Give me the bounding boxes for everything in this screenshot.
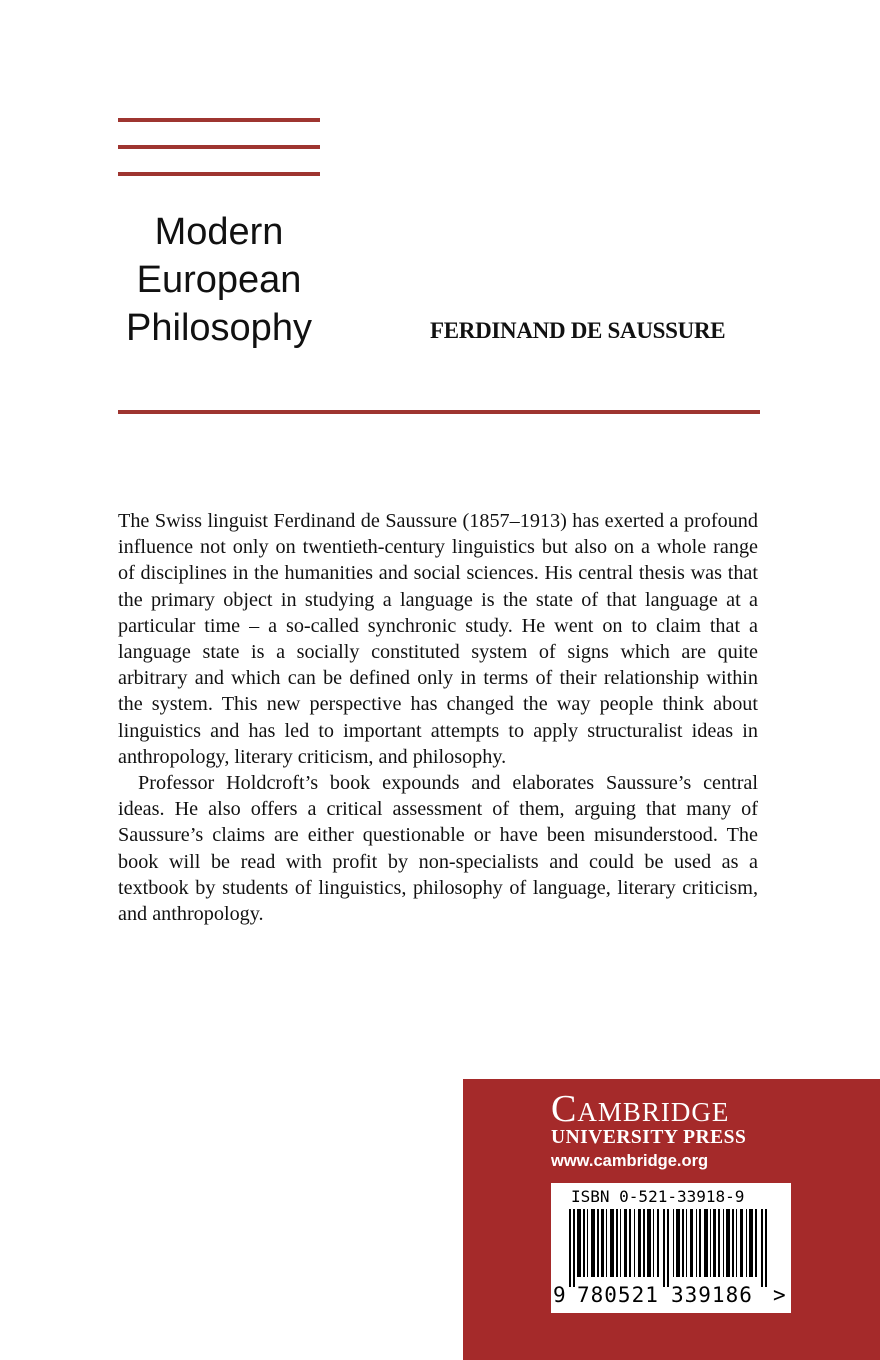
isbn-label: ISBN 0-521-33918-9 xyxy=(571,1187,745,1206)
series-title-line-2: European xyxy=(136,259,302,301)
series-title xyxy=(118,208,320,352)
description-paragraph-2: Professor Holdcroft’s book expounds and elaborates Saussure’s central ideas. He also offers a critical assessment of them, arguing that many of Saussure’s claims are either questionable or have been misunderstood. The book will be read with profit by non-specialists and could be used as a textbook by students of linguistics, philosophy of language, literary criticism, and anthropology. xyxy=(118,772,758,926)
book-description xyxy=(118,508,758,927)
barcode-bars xyxy=(551,1209,791,1287)
publisher-subtitle: UNIVERSITY PRESS xyxy=(551,1127,747,1148)
barcode-right-group: 339186 xyxy=(671,1283,753,1307)
publisher-block xyxy=(463,1079,880,1360)
barcode-left-group: 780521 xyxy=(577,1283,659,1307)
decorative-rule-middle xyxy=(118,145,320,149)
barcode-end-mark: > xyxy=(773,1283,786,1307)
section-divider-rule xyxy=(118,410,760,414)
publisher-name: Cambridge xyxy=(551,1088,730,1130)
barcode-first-digit: 9 xyxy=(553,1283,566,1307)
barcode xyxy=(551,1183,791,1313)
series-title-line-3: Philosophy xyxy=(126,307,312,349)
author-name: FERDINAND DE SAUSSURE xyxy=(430,318,726,343)
decorative-rule-lower xyxy=(118,172,320,176)
decorative-rule-top xyxy=(118,118,320,122)
series-title-line-1: Modern xyxy=(154,211,284,253)
description-paragraph-1: The Swiss linguist Ferdinand de Saussure (1857–1913) has exerted a profound influence not only on twentieth-century linguistics but also on a whole range of disciplines in the humanities and social sciences. His central thesis was that the primary object in studying a language is the state of that language at a particular time – a so-called synchronic study. He went on to claim that a language state is a socially constituted system of signs which are quite arbitrary and which can be defined only in terms of their relationship within the system. This new perspective has changed the way people think about linguistics and has led to important attempts to apply structuralist ideas in anthropology, literary criticism, and philosophy. xyxy=(118,510,758,768)
publisher-url: www.cambridge.org xyxy=(551,1152,709,1170)
